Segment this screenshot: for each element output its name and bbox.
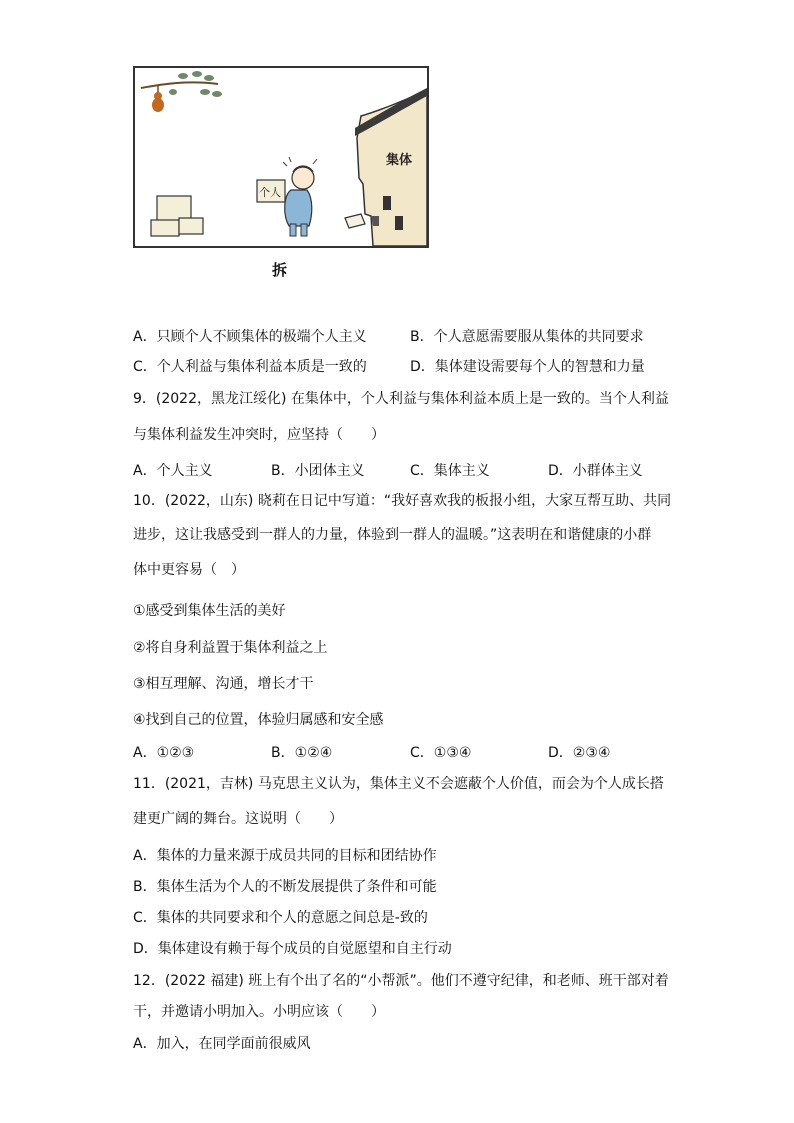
q8-option-c: C．个人利益与集体利益本质是一致的 (133, 359, 367, 375)
q10-stem-line1: 10．(2022，山东) 晓莉在日记中写道：“我好喜欢我的板报小组，大家互帮互助、共同 (133, 493, 672, 509)
cartoon-caption: 拆 (272, 261, 288, 279)
box-label: 个人 (259, 186, 281, 199)
q9-stem-line2: 与集体利益发生冲突时，应坚持（ ） (133, 427, 385, 443)
cartoon-illustration (133, 66, 429, 248)
q10-item-4: ④找到自己的位置，体验归属感和安全感 (133, 712, 384, 728)
q12-stem-line2: 干，并邀请小明加入。小明应该（ ） (133, 1004, 385, 1020)
q11-option-b: B．集体生活为个人的不断发展提供了条件和可能 (133, 879, 437, 895)
q12-stem-line1: 12．(2022 福建) 班上有个出了名的“小帮派”。他们不遵守纪律，和老师、班干部对着 (133, 973, 669, 989)
q9-option-d: D．小群体主义 (548, 463, 643, 479)
q10-option-b: B．①②④ (271, 745, 333, 761)
q10-item-1: ①感受到集体生活的美好 (133, 603, 286, 619)
q10-option-d: D．②③④ (548, 745, 611, 761)
q10-item-2: ②将自身利益置于集体利益之上 (133, 640, 328, 656)
q11-option-d: D．集体建设有赖于每个成员的自觉愿望和自主行动 (133, 941, 452, 957)
house-label: 集体 (386, 153, 413, 168)
q9-option-a: A．个人主义 (133, 463, 213, 479)
q9-stem-line1: 9．(2022，黑龙江绥化) 在集体中，个人利益与集体利益本质上是一致的。当个人利益 (133, 391, 669, 407)
q8-option-a: A．只顾个人不顾集体的极端个人主义 (133, 329, 367, 345)
q10-stem-line3: 体中更容易（ ） (133, 562, 245, 578)
q9-option-b: B．小团体主义 (271, 463, 365, 479)
q11-option-a: A．集体的力量来源于成员共同的目标和团结协作 (133, 848, 437, 864)
q10-stem-line2: 进步，这让我感受到一群人的力量，体验到一群人的温暖。”这表明在和谐健康的小群 (133, 527, 652, 543)
q9-option-c: C．集体主义 (410, 463, 490, 479)
q10-option-c: C．①③④ (410, 745, 472, 761)
q8-option-b: B．个人意愿需要服从集体的共同要求 (410, 329, 644, 345)
q12-option-a: A．加入，在同学面前很威风 (133, 1036, 311, 1052)
q8-option-d: D．集体建设需要每个人的智慧和力量 (410, 359, 645, 375)
q11-option-c: C．集体的共同要求和个人的意愿之间总是-致的 (133, 910, 428, 926)
q10-option-a: A．①②③ (133, 745, 195, 761)
q11-stem-line1: 11．(2021，吉林) 马克思主义认为，集体主义不会遮蔽个人价值，而会为个人成长搭 (133, 776, 664, 792)
q11-stem-line2: 建更广阔的舞台。这说明（ ） (133, 811, 343, 827)
q10-item-3: ③相互理解、沟通，增长才干 (133, 676, 314, 692)
